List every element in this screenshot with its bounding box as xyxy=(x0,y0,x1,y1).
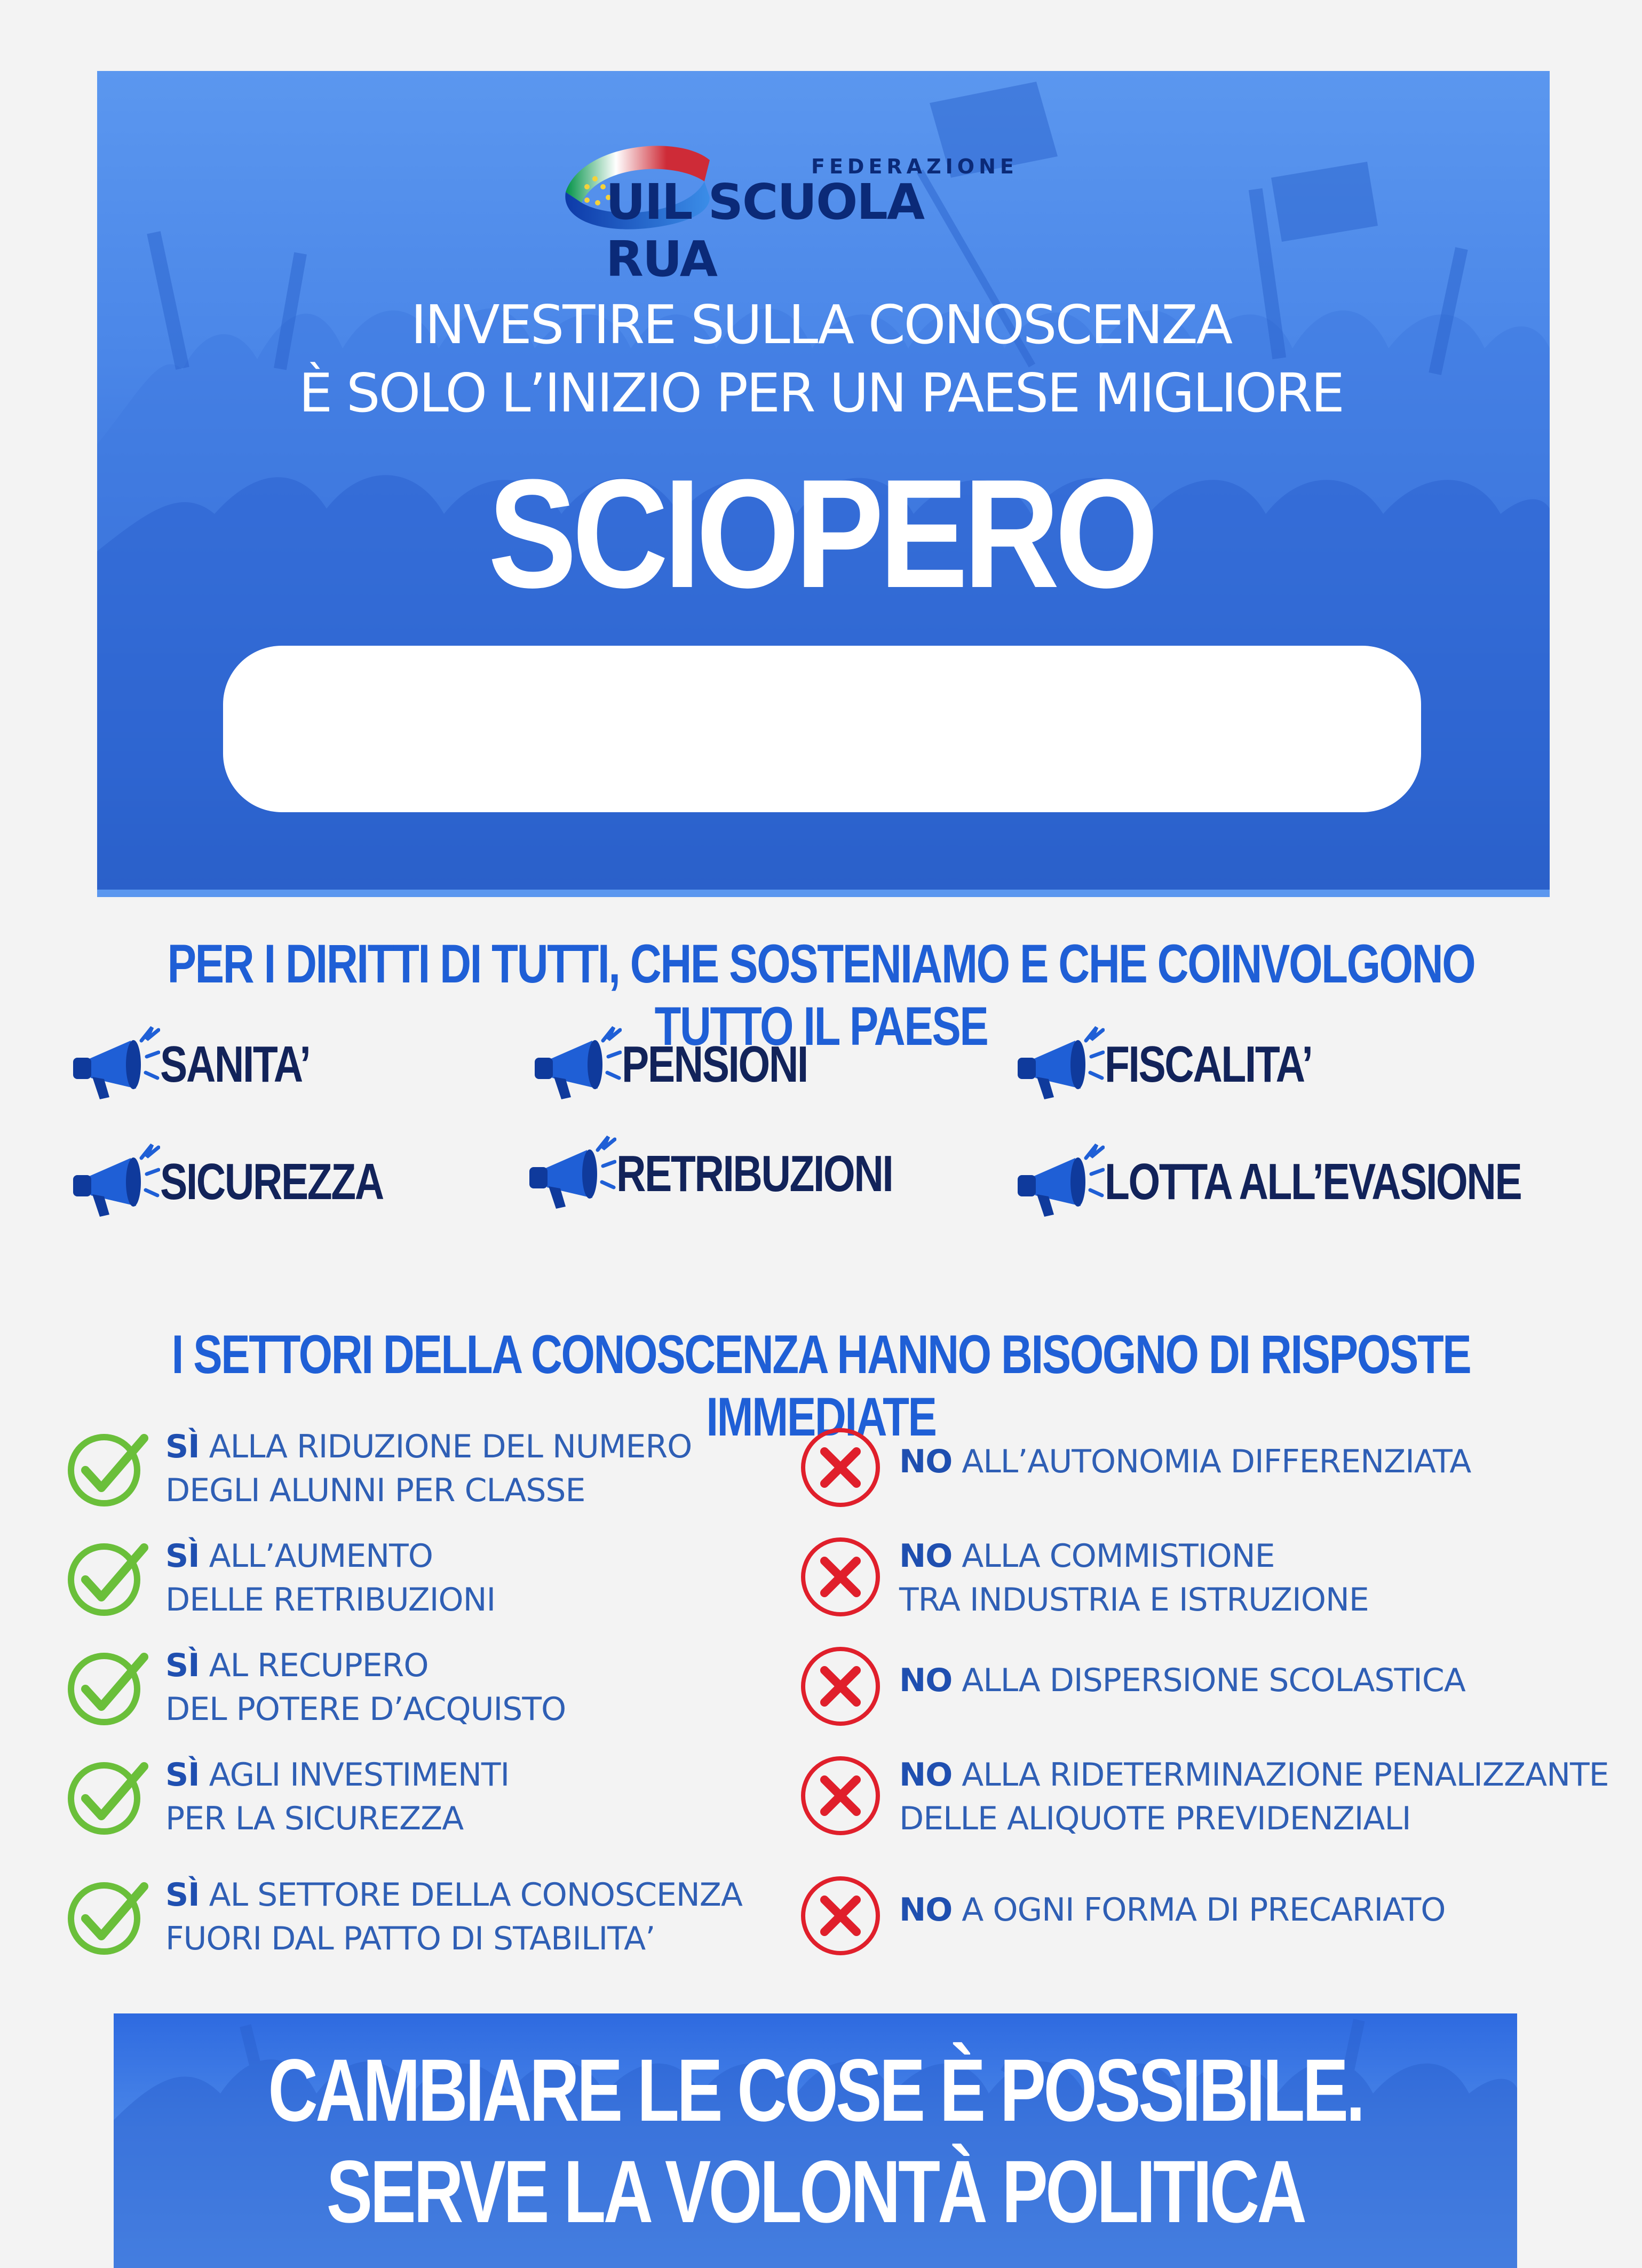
no-item-prefix: NO xyxy=(899,1756,953,1794)
yes-item-text xyxy=(165,1753,509,1841)
no-item-line1: ALL’AUTONOMIA DIFFERENZIATA xyxy=(952,1443,1471,1480)
no-item xyxy=(798,1425,1518,1516)
tagline-line-2: È SOLO L’INIZIO PER UN PAESE MIGLIORE xyxy=(299,362,1343,424)
yes-item-line1: AL RECUPERO xyxy=(199,1647,429,1684)
footer-banner xyxy=(114,2013,1517,2268)
no-item-text xyxy=(899,1753,1609,1841)
yes-item-text xyxy=(165,1644,566,1731)
uil-scuola-rua-logo xyxy=(550,123,1041,288)
no-item-prefix: NO xyxy=(899,1662,953,1699)
demands-heading: I SETTORI DELLA CONOSCENZA HANNO BISOGNO DI RISPOSTE IMMEDIATE xyxy=(171,1324,1471,1447)
yes-item-prefix: SÌ xyxy=(165,1537,200,1575)
yes-item-prefix: SÌ xyxy=(165,1647,200,1684)
topic-label: FISCALITA’ xyxy=(1105,1036,1312,1093)
x-circle-icon xyxy=(798,1753,883,1838)
no-item-prefix: NO xyxy=(899,1537,953,1575)
yes-item-line1: ALLA RIDUZIONE DEL NUMERO xyxy=(199,1428,692,1465)
no-item-text xyxy=(899,1534,1369,1622)
no-item-prefix: NO xyxy=(899,1891,953,1929)
yes-item-line2: DEGLI ALUNNI PER CLASSE xyxy=(165,1472,585,1509)
footer-line-2: SERVE LA VOLONTÀ POLITICA xyxy=(326,2143,1305,2241)
yes-item-prefix: SÌ xyxy=(165,1876,200,1914)
logo-federation-text: FEDERAZIONE xyxy=(811,155,1018,178)
megaphone-icon xyxy=(1011,1137,1105,1222)
yes-item-text xyxy=(165,1873,742,1961)
yes-item xyxy=(64,1753,784,1844)
no-item xyxy=(798,1873,1518,1964)
topic-label: LOTTA ALL’EVASIONE xyxy=(1105,1153,1521,1210)
no-item-text xyxy=(899,1888,1445,1932)
yes-item-line1: AGLI INVESTIMENTI xyxy=(199,1756,510,1794)
yes-item-line1: ALL’AUMENTO xyxy=(199,1537,433,1575)
no-item xyxy=(798,1753,1609,1844)
no-item xyxy=(798,1644,1518,1734)
x-circle-icon xyxy=(798,1425,883,1510)
x-circle-icon xyxy=(798,1534,883,1620)
no-item-line1: ALLA COMMISTIONE xyxy=(952,1537,1275,1575)
no-item-prefix: NO xyxy=(899,1443,953,1480)
no-item-line2: DELLE ALIQUOTE PREVIDENZIALI xyxy=(899,1800,1411,1837)
logo-name-text: UIL SCUOLA RUA xyxy=(606,173,924,288)
topic-label: SANITA’ xyxy=(160,1036,310,1093)
tagline-line-1: INVESTIRE SULLA CONOSCENZA xyxy=(410,294,1232,356)
yes-item-line2: DEL POTERE D’ACQUISTO xyxy=(165,1691,566,1728)
yes-item-line2: DELLE RETRIBUZIONI xyxy=(165,1581,496,1619)
yes-item-text xyxy=(165,1534,495,1622)
check-circle-icon xyxy=(64,1534,149,1620)
no-item-line2: TRA INDUSTRIA E ISTRUZIONE xyxy=(899,1581,1369,1619)
no-item-line1: ALLA DISPERSIONE SCOLASTICA xyxy=(952,1662,1465,1699)
check-circle-icon xyxy=(64,1644,149,1729)
megaphone-icon xyxy=(528,1019,622,1105)
yes-item xyxy=(64,1425,784,1516)
megaphone-icon xyxy=(523,1129,616,1214)
page-title: SCIOPERO xyxy=(488,447,1154,620)
no-item-text xyxy=(899,1440,1471,1484)
megaphone-icon xyxy=(1011,1019,1105,1105)
yes-item xyxy=(64,1873,784,1964)
yes-item-line1: AL SETTORE DELLA CONOSCENZA xyxy=(199,1876,742,1914)
check-circle-icon xyxy=(64,1753,149,1838)
date-placeholder-box xyxy=(223,646,1421,812)
no-item xyxy=(798,1534,1518,1625)
yes-item-prefix: SÌ xyxy=(165,1428,200,1465)
no-item-text xyxy=(899,1659,1465,1702)
yes-item-text xyxy=(165,1425,692,1512)
yes-item-prefix: SÌ xyxy=(165,1756,200,1794)
topic-label: SICUREZZA xyxy=(160,1153,383,1210)
check-circle-icon xyxy=(64,1873,149,1958)
check-circle-icon xyxy=(64,1425,149,1510)
topic-label: PENSIONI xyxy=(622,1036,807,1093)
topic-label: RETRIBUZIONI xyxy=(616,1145,893,1202)
megaphone-icon xyxy=(67,1019,160,1105)
x-circle-icon xyxy=(798,1873,883,1958)
no-item-line1: A OGNI FORMA DI PRECARIATO xyxy=(952,1891,1446,1929)
rights-heading: PER I DIRITTI DI TUTTI, CHE SOSTENIAMO E CHE COINVOLGONO TUTTO IL PAESE xyxy=(167,933,1475,1057)
footer-line-1: CAMBIARE LE COSE È POSSIBILE. xyxy=(268,2041,1363,2140)
yes-item-line2: PER LA SICUREZZA xyxy=(165,1800,464,1837)
no-item-line1: ALLA RIDETERMINAZIONE PENALIZZANTE xyxy=(952,1756,1609,1794)
yes-item xyxy=(64,1644,784,1734)
yes-item xyxy=(64,1534,784,1625)
yes-item-line2: FUORI DAL PATTO DI STABILITA’ xyxy=(165,1920,655,1957)
x-circle-icon xyxy=(798,1644,883,1729)
megaphone-icon xyxy=(67,1137,160,1222)
